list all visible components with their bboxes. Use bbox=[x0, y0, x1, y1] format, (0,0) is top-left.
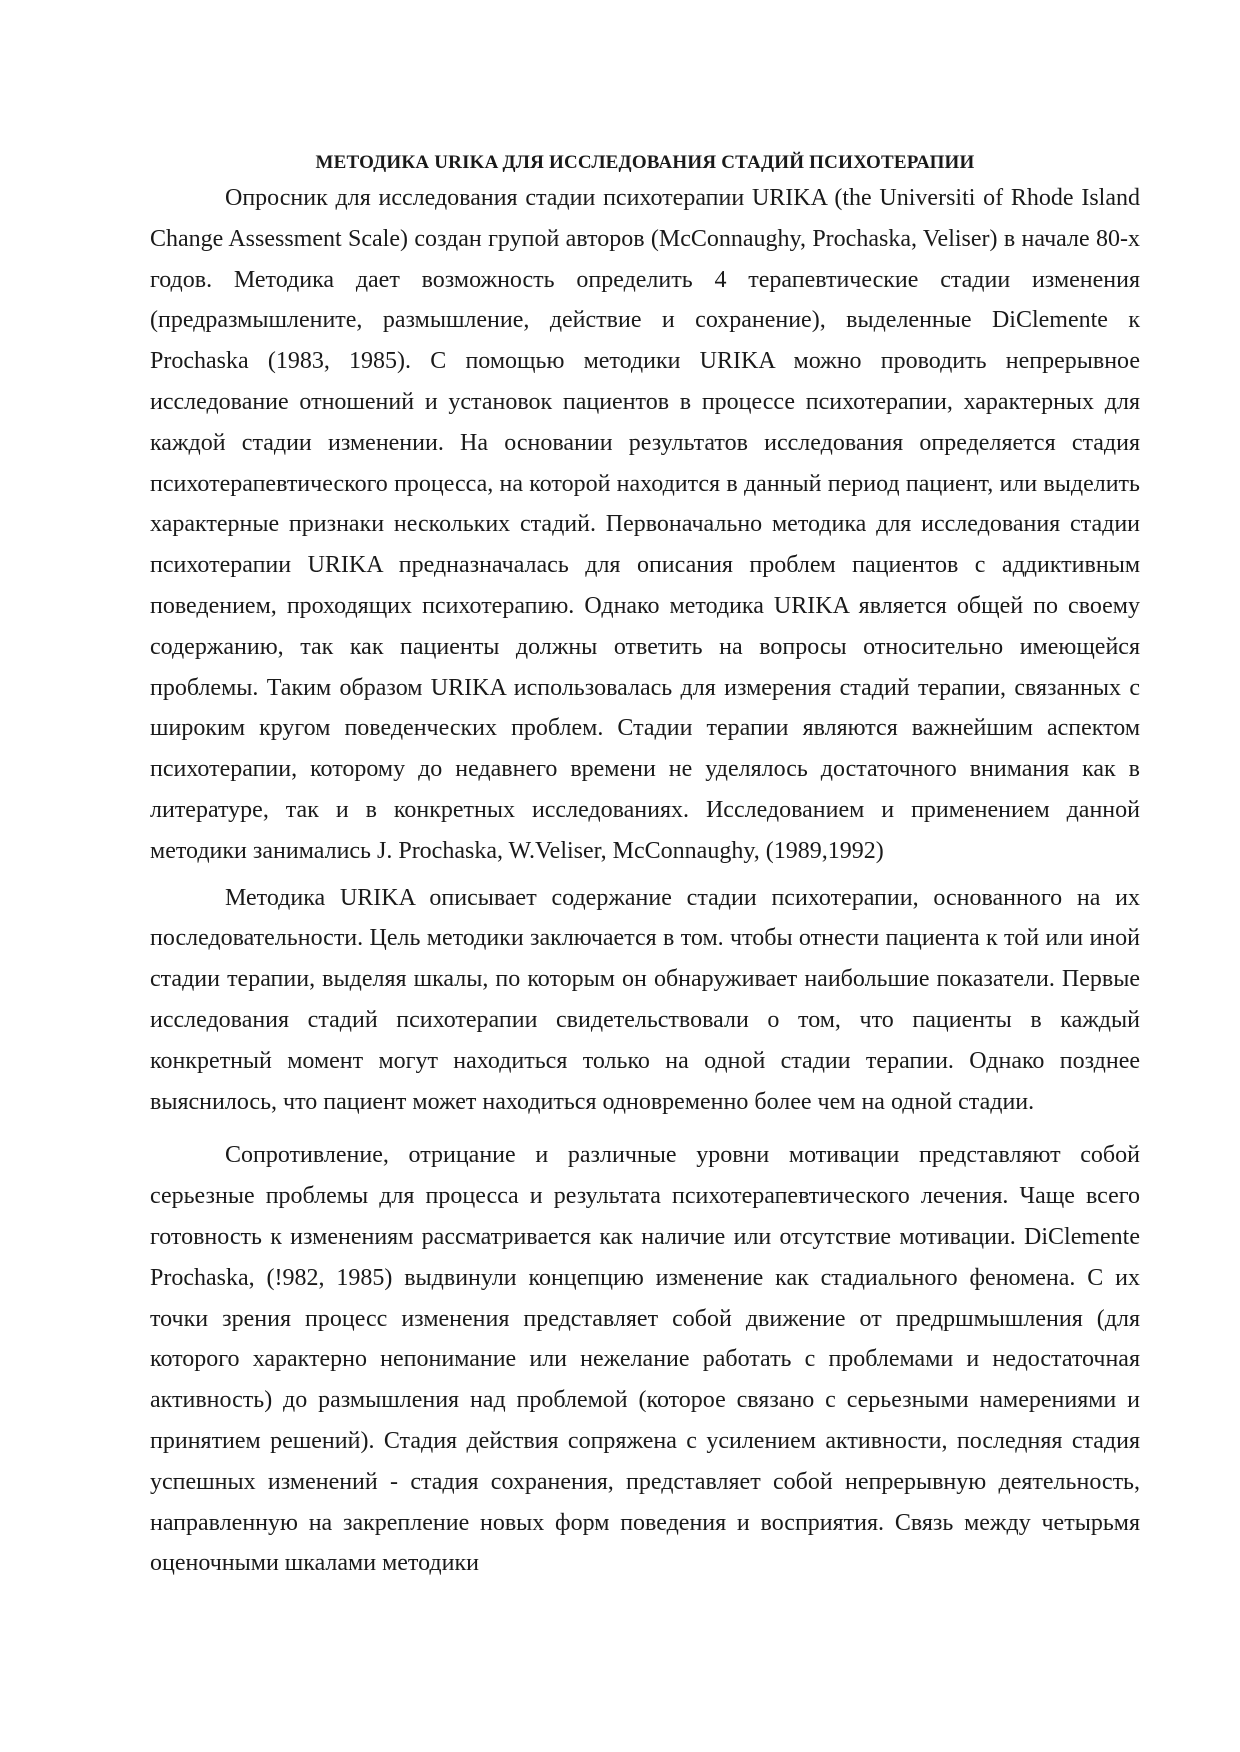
paragraph-1: Опросник для исследования стадии психотерапии URIKA (the Universiti of Rhode Island Change Assessment Scale) создан групой авторов (McConnaughy, Prochaska, Veliser) в начале 80-х годов. Методика дает возможность определить 4 терапевтические стадии изменения (предразмышлените, размышление, действие и сохранение), выделенные DiClemente к Prochaska (1983, 1985). С помощью методики URIKA можно проводить непрерывное исследование отношений и установок пациентов в процессе психотерапии, характерных для каждой стадии изменении. На основании результатов исследования определяется стадия психотерапевтического процесса, на которой находится в данный период пациент, или выделить характерные признаки нескольких стадий. Первоначально методика для исследования стадии психотерапии URIKA предназначалась для описания проблем пациентов с аддиктивным поведением, проходящих психотерапию. Однако методика URIKA является общей по своему содержанию, так как пациенты должны ответить на вопросы относительно имеющейся проблемы. Таким образом URIKA использовалась для измерения стадий терапии, связанных с широким кругом поведенческих проблем. Стадии терапии являются важнейшим аспектом психотерапии, которому до недавнего времени не уделялось достаточного внимания как в литературе, так и в конкретных исследованиях. Исследованием и применением данной методики занимались J. Prochaska, W.Veliser, McConnaughy, (1989,1992) bbox=[150, 185, 1140, 864]
paragraph-3: Сопротивление, отрицание и различные уровни мотивации представляют собой серьезные проблемы для процесса и результата психотерапевтического лечения. Чаще всего готовность к изменениям рассматривается как наличие или отсутствие мотивации. DiClemente Prochaska, (!982, 1985) выдвинули концепцию изменение как стадиального феномена. С их точки зрения процесс изменения представляет собой движение от предршмышления (для которого характерно непонимание или нежелание работать с проблемами и недостаточная активность) до размышления над проблемой (которое связано с серьезными намерениями и принятием решений). Стадия действия сопряжена с усилением активности, последняя стадия успешных изменений - стадия сохранения, представляет собой непрерывную деятельность, направленную на закрепление новых форм поведения и восприятия. Связь между четырьмя оценочными шкалами методики bbox=[150, 1142, 1140, 1577]
document-title: МЕТОДИКА URIKA ДЛЯ ИССЛЕДОВАНИЯ СТАДИЙ ПСИХОТЕРАПИИ bbox=[315, 152, 975, 173]
document-page bbox=[150, 148, 1140, 1584]
paragraph-2: Методика URIKA описывает содержание стадии психотерапии, основанного на их последовательности. Цель методики заключается в том. чтобы отнести пациента к той или иной стадии терапии, выделяя шкалы, по которым он обнаруживает наибольшие показатели. Первые исследования стадий психотерапии свидетельствовали о том, что пациенты в каждый конкретный момент могут находиться только на одной стадии терапии. Однако позднее выяснилось, что пациент может находиться одновременно более чем на одной стадии. bbox=[150, 884, 1140, 1115]
